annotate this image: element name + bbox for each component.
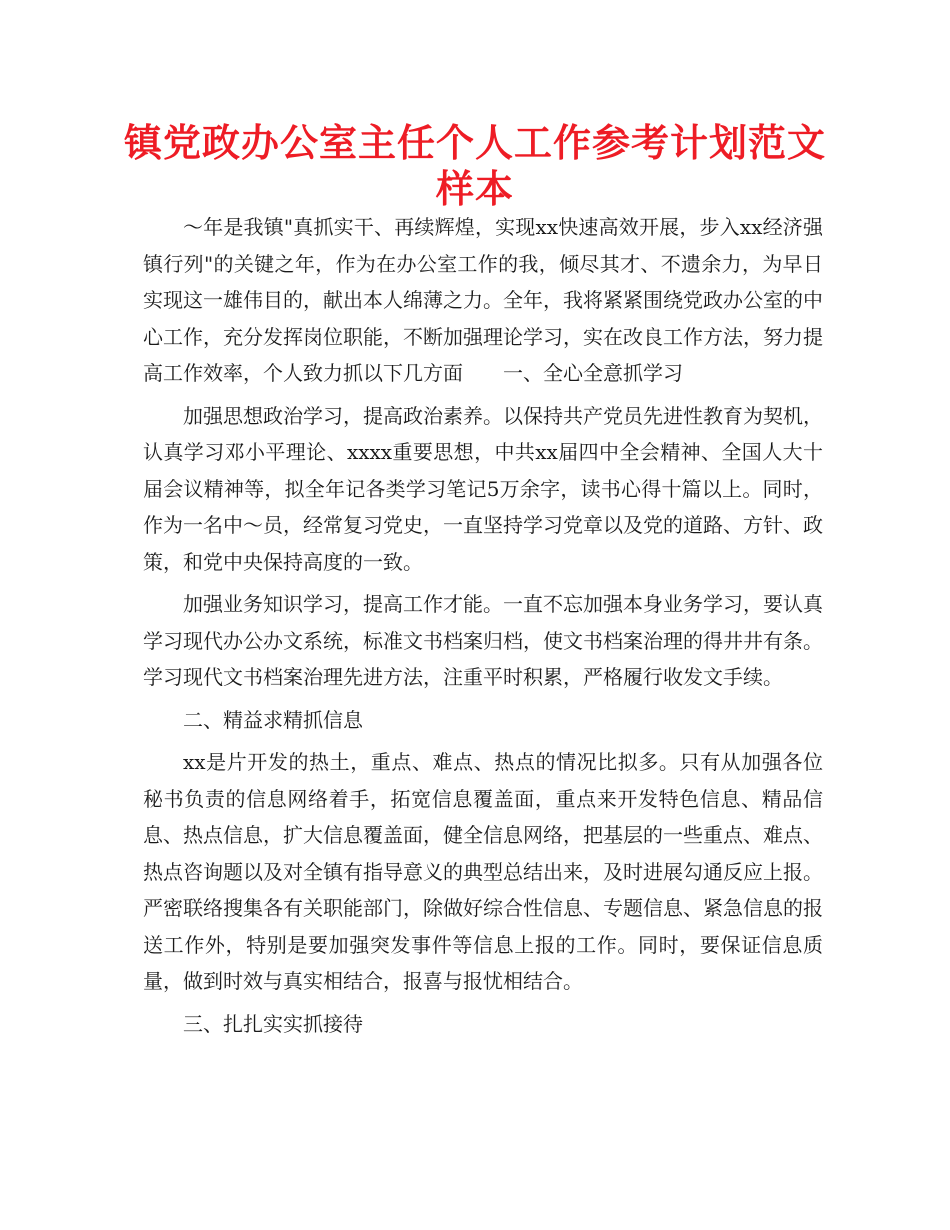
section-heading-2: 二、精益求精抓信息 [183, 707, 363, 732]
section-heading-1: 一、全心全意抓学习 [503, 361, 683, 385]
intro-text: ～年是我镇"真抓实干、再续辉煌，实现xx快速高效开展，步入xx经济强镇行列"的关键之年，作为在办公室工作的我，倾尽其才、不遗余力，为早日实现这一雄伟目的，献出本人绵薄之力。全年，我将紧紧围绕党政办公室的中心工作，充分发挥岗位职能，不断加强理论学习，实在改良工作方法，努力提高工作效率，个人致力抓以下几方面 [143, 215, 823, 385]
document-title: 镇党政办公室主任个人工作参考计划范文样本 [123, 121, 826, 211]
paragraph-1: 加强思想政治学习，提高政治素养。以保持共产党员先进性教育为契机，认真学习邓小平理论、xxxx重要思想，中共xx届四中全会精神、全国人大十届会议精神等，拟全年记各类学习笔记5万余字，读书心得十篇以上。同时，作为一名中～员，经常复习党史，一直坚持学习党章以及党的道路、方针、政策，和党中央保持高度的一致。 [143, 403, 823, 574]
paragraph-3: xx是片开发的热土，重点、难点、热点的情况比拟多。只有从加强各位秘书负责的信息网络着手，拓宽信息覆盖面，重点来开发特色信息、精品信息、热点信息，扩大信息覆盖面，健全信息网络，把基层的一些重点、难点、热点咨询题以及对全镇有指导意义的典型总结出来，及时进展勾通反应上报。严密联络搜集各有关职能部门，除做好综合性信息、专题信息、紧急信息的报送工作外，特别是要加强突发事件等信息上报的工作。同时，要保证信息质量，做到时效与真实相结合，报喜与报忧相结合。 [143, 750, 823, 993]
section-heading-3: 三、扎扎实实抓接待 [183, 1011, 363, 1036]
paragraph-2: 加强业务知识学习，提高工作才能。一直不忘加强本身业务学习，要认真学习现代办公办文系统，标准文书档案归档，使文书档案治理的得井井有条。学习现代文书档案治理先进方法，注重平时积累，严格履行收发文手续。 [143, 592, 823, 689]
document-body [143, 209, 823, 1042]
intro-paragraph [143, 209, 823, 392]
